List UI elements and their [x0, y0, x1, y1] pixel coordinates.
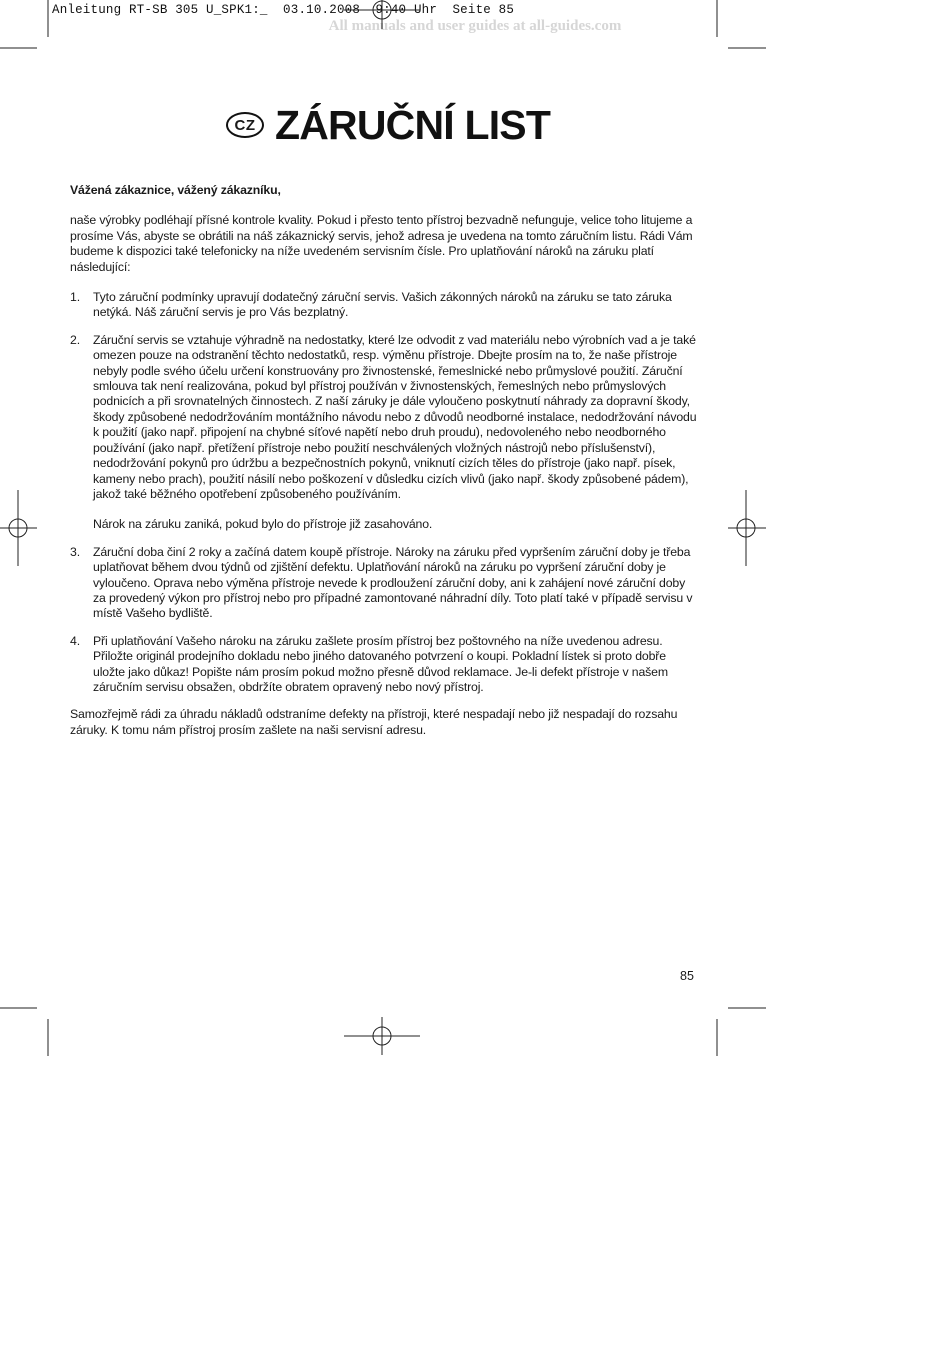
- item-text: Záruční servis se vztahuje výhradně na nedostatky, které lze odvodit z vad materiálu nebo výrobních vad a je také omezen pouze na odstranění těchto nedostatků, resp. výměnu přístroje. Dbejte prosím na to, že naše přístroje nebyly podle svého účelu určení konstruovány pro živnostenské, řemeslnické nebo průmyslové použití. Záruční smlouva tak není realizována, pokud byl přístroj používán v živnostenských, řemeslných nebo průmyslových podnicích a při srovnatelných činnostech. Z naší záruky je dále vyloučeno poskytnutí náhrady za dopravní škody, škody způsobené nedodržováním montážního návodu nebo z důvodů neodborné instalace, nedodržování návodu k použití (jako např. připojení na chybné síťové napětí nebo druh proudu), nedovoleného nebo neodborného používání (jako např. přetížení přístroje nebo použití neschválených vložných nástrojů nebo příslušenství), nedodržování pokynů pro údržbu a bezpečnostních pokynů, vniknutí cizích těles do přístroje (jako např. písek, kameny nebo prach), použití násilí nebo poškození v důsledku cizích vlivů (jako např. škody způsobené pádem), jakož také běžného opotřebení způsobeného používáním.: [93, 332, 697, 501]
- registration-mark-top: [344, 0, 420, 29]
- intro-paragraph: naše výrobky podléhají přísné kontrole kvality. Pokud i přesto tento přístroj bezvadně nefunguje, velice toho litujeme a prosíme Vás, abyste se obrátili na náš zákaznický servis, jehož adresa je uvedena na tomto záručním listu. Rádi Vám budeme k dispozici také telefonicky na níže uvedeném servisním čísle. Pro uplatňování nároků na záruku platí následující:: [70, 213, 693, 274]
- list-item: [70, 545, 698, 622]
- page-number: 85: [680, 969, 694, 983]
- language-badge: CZ: [226, 112, 264, 138]
- item-number: 4.: [70, 633, 80, 648]
- page-title: ZÁRUČNÍ LIST: [275, 101, 551, 148]
- item-note: Nárok na záruku zaniká, pokud bylo do přístroje již zasahováno.: [93, 517, 433, 532]
- terms-list: [70, 290, 698, 695]
- list-item: [70, 333, 698, 533]
- list-item: [70, 290, 698, 321]
- registration-mark-bottom: [344, 1017, 420, 1055]
- item-number: 1.: [70, 290, 80, 305]
- warranty-text: [70, 183, 698, 738]
- watermark: All manuals and user guides at all-guides.com: [328, 18, 622, 34]
- item-text: Při uplatňování Vašeho nároku na záruku zašlete prosím přístroj bez poštovného na níže uvedenou adresu. Přiložte originál prodejního dokladu nebo jiného datovaného potvrzení o koupi. Pokladní lístek si proto dobře uložte jako důkaz! Popište nám prosím pokud možno přesně důvod reklamace. Je-li defekt přístroje v našem záručním servisu obsažen, obdržíte obratem opravený nebo nový přístroj.: [93, 633, 668, 694]
- item-text: Tyto záruční podmínky upravují dodatečný záruční servis. Vašich zákonných nároků na záruku se tato záruka netýká. Náš záruční servis je pro Vás bezplatný.: [93, 290, 672, 320]
- registration-mark-left: [0, 490, 37, 566]
- list-item: [70, 634, 698, 696]
- greeting: Vážená zákaznice, vážený zákazníku,: [70, 183, 281, 197]
- registration-mark-right: [728, 490, 766, 566]
- print-slug: Anleitung RT-SB 305 U_SPK1:_ 03.10.2008 9:40 Uhr Seite 85: [52, 3, 515, 17]
- item-number: 2.: [70, 332, 80, 347]
- item-number: 3.: [70, 544, 80, 559]
- item-text: Záruční doba činí 2 roky a začíná datem koupě přístroje. Nároky na záruku před vypršením záruční doby je třeba uplatňovat během dvou týdnů od zjištění defektu. Uplatňování nároků na záruku po vypršení záruční doby je vyloučeno. Oprava nebo výměna přístroje nevede k prodloužení záruční doby, ani k zahájení nové záruční doby za provedený výkon pro přístroj nebo pro případné zamontované náhradní díly. Toto platí také v případě servisu v místě Vašeho bydliště.: [93, 544, 693, 621]
- closing-paragraph: Samozřejmě rádi za úhradu nákladů odstraníme defekty na přístroji, které nespadají nebo již nespadají do rozsahu záruky. K tomu nám přístroj prosím zašlete na naši servisní adresu.: [70, 707, 678, 737]
- page-header: [226, 100, 550, 150]
